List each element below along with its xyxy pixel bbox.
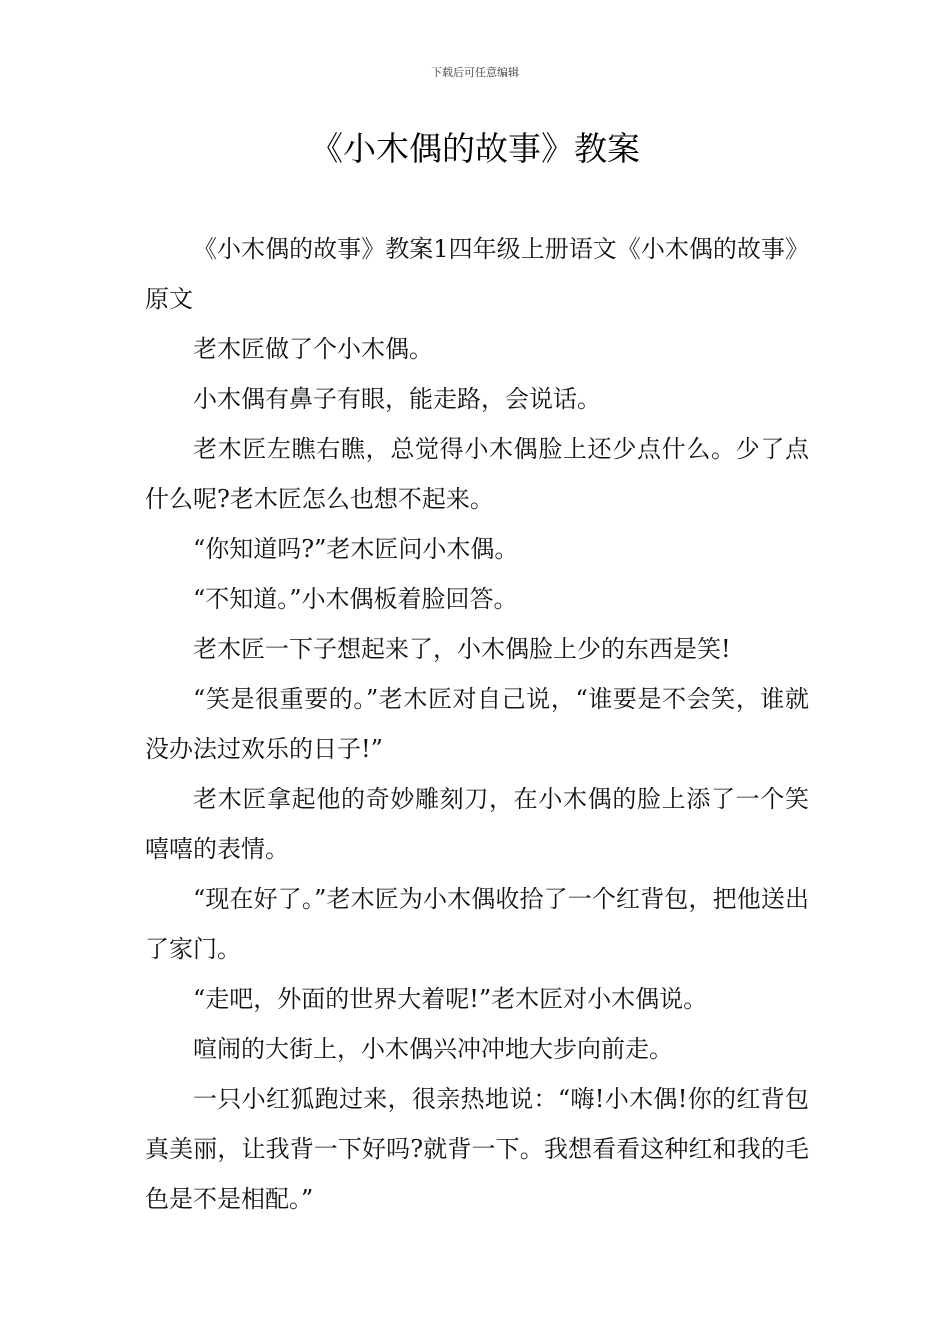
- paragraph: 喧闹的大街上，小木偶兴冲冲地大步向前走。: [193, 1035, 673, 1063]
- paragraph: 老木匠拿起他的奇妙雕刻刀，在小木偶的脸上添了一个笑嘻嘻的表情。: [145, 785, 809, 863]
- paragraph: 老木匠做了个小木偶。: [193, 335, 433, 363]
- paragraph: “不知道。”小木偶板着脸回答。: [193, 585, 518, 613]
- paragraph: “笑是很重要的。”老木匠对自己说，“谁要是不会笑，谁就没办法过欢乐的日子!”: [145, 685, 809, 763]
- header-note: 下载后可任意编辑: [431, 66, 519, 79]
- document-title: 《小木偶的故事》教案: [310, 129, 640, 168]
- paragraph: 一只小红狐跑过来，很亲热地说：“嗨!小木偶!你的红背包真美丽，让我背一下好吗?就背一下。我想看看这种红和我的毛色是不是相配。”: [145, 1085, 809, 1213]
- paragraph: 《小木偶的故事》教案1四年级上册语文《小木偶的故事》原文: [145, 235, 809, 313]
- paragraph: “走吧，外面的世界大着呢!”老木匠对小木偶说。: [193, 985, 708, 1013]
- paragraph: 老木匠一下子想起来了，小木偶脸上少的东西是笑!: [193, 635, 731, 663]
- paragraph: 老木匠左瞧右瞧，总觉得小木偶脸上还少点什么。少了点什么呢?老木匠怎么也想不起来。: [145, 435, 809, 513]
- paragraph: “你知道吗?”老木匠问小木偶。: [193, 535, 519, 563]
- document-body: [145, 224, 809, 1224]
- paragraph: 小木偶有鼻子有眼，能走路，会说话。: [193, 385, 601, 413]
- paragraph: “现在好了。”老木匠为小木偶收拾了一个红背包，把他送出了家门。: [145, 885, 809, 963]
